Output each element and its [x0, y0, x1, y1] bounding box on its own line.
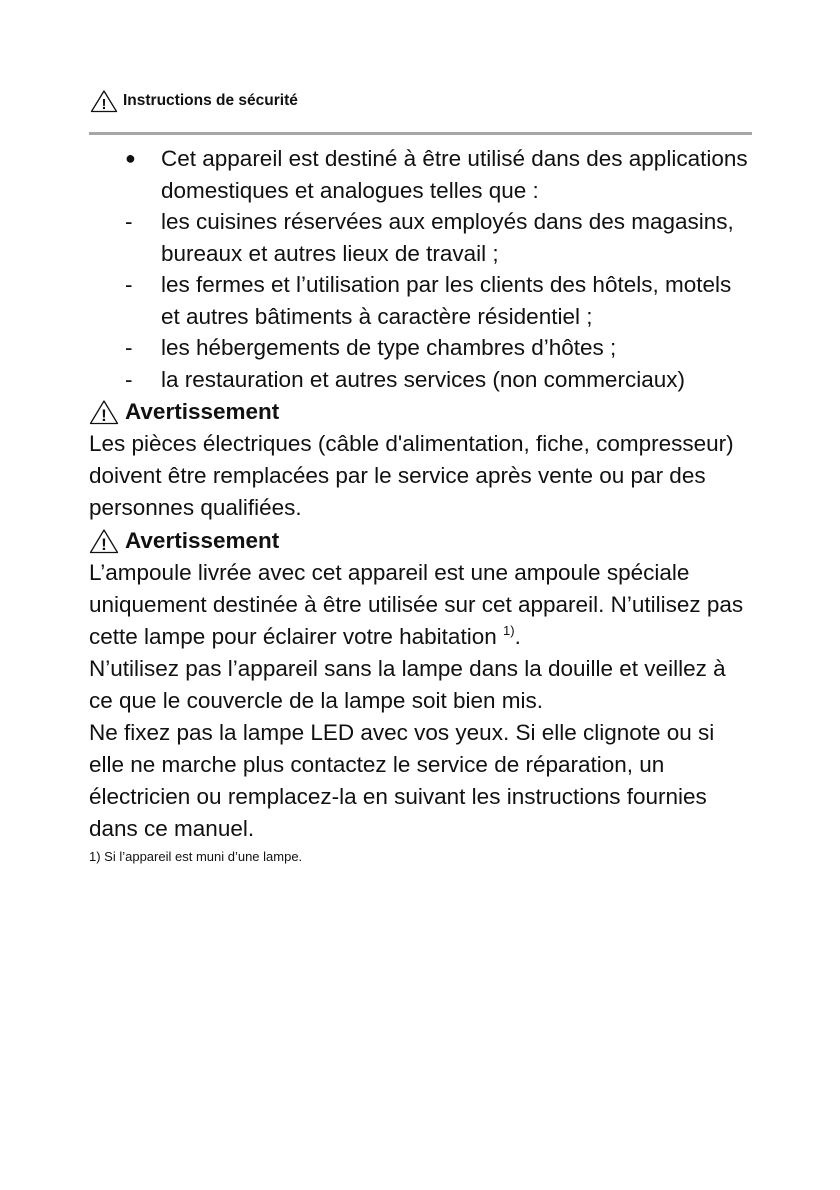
warning-text: Les pièces électriques (câble d'alimentation, fiche, compresseur) doivent être remplacées par le service après vente ou par des personnes qualifiées. — [89, 431, 734, 520]
list-item-text: les hébergements de type chambres d’hôtes ; — [161, 335, 617, 360]
footnote-reference: 1) — [503, 623, 515, 638]
svg-text:!: ! — [101, 96, 107, 113]
list-item — [89, 364, 752, 396]
dash-marker: - — [125, 209, 133, 234]
list-item-text: la restauration et autres services (non commerciaux) — [161, 366, 685, 392]
list-item-text: les fermes et l’utilisation par les clients des hôtels, motels et autres bâtiments à caractère résidentiel ; — [161, 272, 732, 329]
document-page — [89, 86, 752, 867]
usage-list — [89, 143, 752, 395]
footnote: 1) Si l’appareil est muni d’une lampe. — [89, 849, 303, 864]
list-item-text: les cuisines réservées aux employés dans des magasins, bureaux et autres lieux de travail ; — [161, 209, 734, 266]
warning-heading — [89, 395, 752, 428]
list-item-text: Cet appareil est destiné à être utilisé dans des applications domestiques et analogues telles que : — [161, 146, 748, 203]
dash-marker: - — [125, 366, 133, 392]
led-warning-paragraph: Ne fixez pas la lampe LED avec vos yeux. Si elle clignote ou si elle ne marche plus contactez le service de réparation, un électricien ou remplacez-la en suivant les instructions fournies dans ce manuel. — [89, 720, 715, 841]
section-header — [89, 86, 752, 116]
header-divider — [89, 132, 752, 135]
warning-title: Avertissement — [125, 398, 280, 424]
warning-triangle-icon — [89, 528, 119, 554]
bullet-marker: ● — [125, 148, 136, 168]
warning-triangle-icon — [89, 399, 119, 425]
warning-title: Avertissement — [125, 527, 280, 553]
warning-heading — [89, 524, 752, 557]
list-item — [89, 332, 752, 364]
lamp-warning-paragraph — [89, 557, 752, 653]
list-item — [89, 269, 752, 332]
list-item — [89, 143, 752, 206]
dash-marker: - — [125, 335, 133, 360]
dash-marker: - — [125, 272, 133, 297]
sentence-end: . — [514, 624, 521, 649]
socket-warning-paragraph: N’utilisez pas l’appareil sans la lampe dans la douille et veillez à ce que le couvercle de la lampe soit bien mis. — [89, 656, 726, 713]
header-title: Instructions de sécurité — [123, 92, 298, 109]
svg-text:!: ! — [101, 405, 107, 425]
warning-triangle-icon — [90, 89, 118, 113]
list-item — [89, 206, 752, 269]
svg-text:!: ! — [101, 534, 107, 554]
lamp-warning-text: L’ampoule livrée avec cet appareil est une ampoule spéciale uniquement destinée à être utilisée sur cet appareil. N’utilisez pas cette lampe pour éclairer votre habitation — [89, 560, 744, 649]
